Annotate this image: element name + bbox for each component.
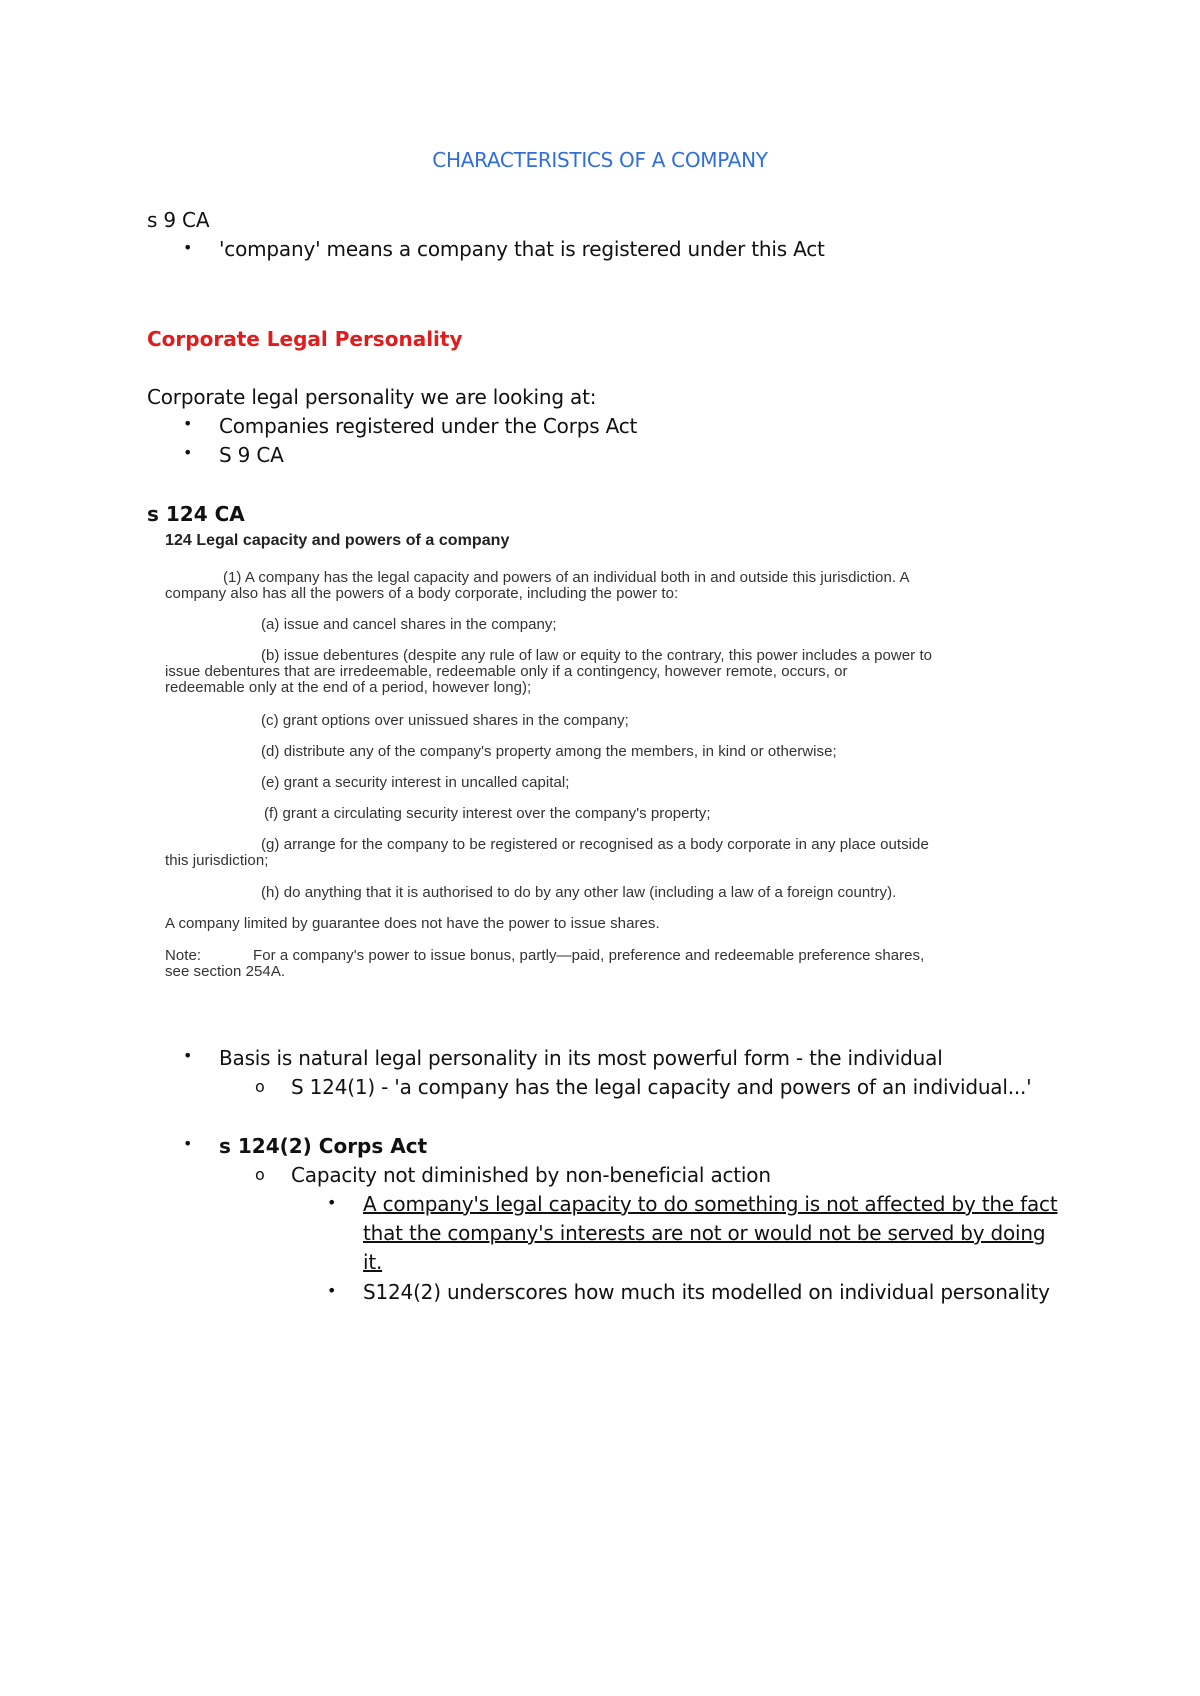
statute-guarantee: A company limited by guarantee does not have the power to issue shares. — [165, 915, 660, 932]
statute-item-g-line1: (g) arrange for the company to be registered or recognised as a body corporate in any place outside — [261, 836, 929, 853]
statute-item-b-line3: redeemable only at the end of a period, however long); — [165, 679, 532, 696]
clp-bullet-1: Companies registered under the Corps Act — [219, 414, 638, 438]
statute-note-line1: For a company's power to issue bonus, partly—paid, preference and redeemable preference shares, — [253, 947, 925, 964]
bullet-icon: • — [327, 1281, 337, 1300]
statute-title: 124 Legal capacity and powers of a company — [165, 532, 510, 549]
sub-bullet-icon: o — [255, 1077, 265, 1096]
bullet-icon: • — [183, 443, 193, 462]
statute-item-c: (c) grant options over unissued shares in the company; — [261, 712, 629, 729]
statute-p1-line2: company also has all the powers of a body corporate, including the power to: — [165, 585, 679, 602]
page-title: CHARACTERISTICS OF A COMPANY — [432, 148, 768, 172]
sub-bullet-icon: o — [255, 1165, 265, 1184]
clp-bullet-2: S 9 CA — [219, 443, 284, 467]
s124-2-quote-line1: A company's legal capacity to do something is not affected by the fact — [363, 1192, 1058, 1216]
section-heading-clp: Corporate Legal Personality — [147, 327, 463, 351]
s9-definition: 'company' means a company that is registered under this Act — [219, 237, 825, 261]
statute-item-d: (d) distribute any of the company's property among the members, in kind or otherwise; — [261, 743, 837, 760]
section-heading-s124-2: s 124(2) Corps Act — [219, 1134, 428, 1158]
basis-sub-bullet: S 124(1) - 'a company has the legal capacity and powers of an individual...' — [291, 1075, 1032, 1099]
bullet-icon: • — [183, 238, 193, 257]
statute-item-a: (a) issue and cancel shares in the company; — [261, 616, 557, 633]
statute-item-g-line2: this jurisdiction; — [165, 852, 269, 869]
statute-excerpt — [160, 532, 1080, 980]
s124-2-subpoint: Capacity not diminished by non-beneficial action — [291, 1163, 771, 1187]
statute-note-line2: see section 254A. — [165, 963, 286, 980]
bullet-icon: • — [327, 1193, 337, 1212]
s124-2-quote-line3: it. — [363, 1250, 383, 1274]
basis-bullet: Basis is natural legal personality in its most powerful form - the individual — [219, 1046, 943, 1070]
statute-item-h: (h) do anything that it is authorised to do by any other law (including a law of a foreign country). — [261, 884, 897, 901]
bullet-icon: • — [183, 1046, 193, 1065]
statute-item-b-line1: (b) issue debentures (despite any rule of law or equity to the contrary, this power includes a power to — [261, 647, 933, 664]
statute-p1-line1: (1) A company has the legal capacity and powers of an individual both in and outside this jurisdiction. A — [223, 569, 910, 586]
statute-item-f: (f) grant a circulating security interest over the company's property; — [264, 805, 711, 822]
s124-2-note: S124(2) underscores how much its modelled on individual personality — [363, 1280, 1050, 1304]
bullet-icon: • — [183, 414, 193, 433]
statute-item-e: (e) grant a security interest in uncalled capital; — [261, 774, 570, 791]
bullet-icon: • — [183, 1134, 193, 1153]
statute-item-b-line2: issue debentures that are irredeemable, redeemable only if a contingency, however remote, occurs, or — [165, 663, 848, 680]
clp-intro: Corporate legal personality we are looking at: — [147, 385, 597, 409]
s124-2-quote-line2: that the company's interests are not or would not be served by doing — [363, 1221, 1046, 1245]
statute-note-label: Note: — [165, 947, 202, 964]
s9-label: s 9 CA — [147, 208, 210, 232]
section-heading-s124: s 124 CA — [147, 502, 245, 526]
